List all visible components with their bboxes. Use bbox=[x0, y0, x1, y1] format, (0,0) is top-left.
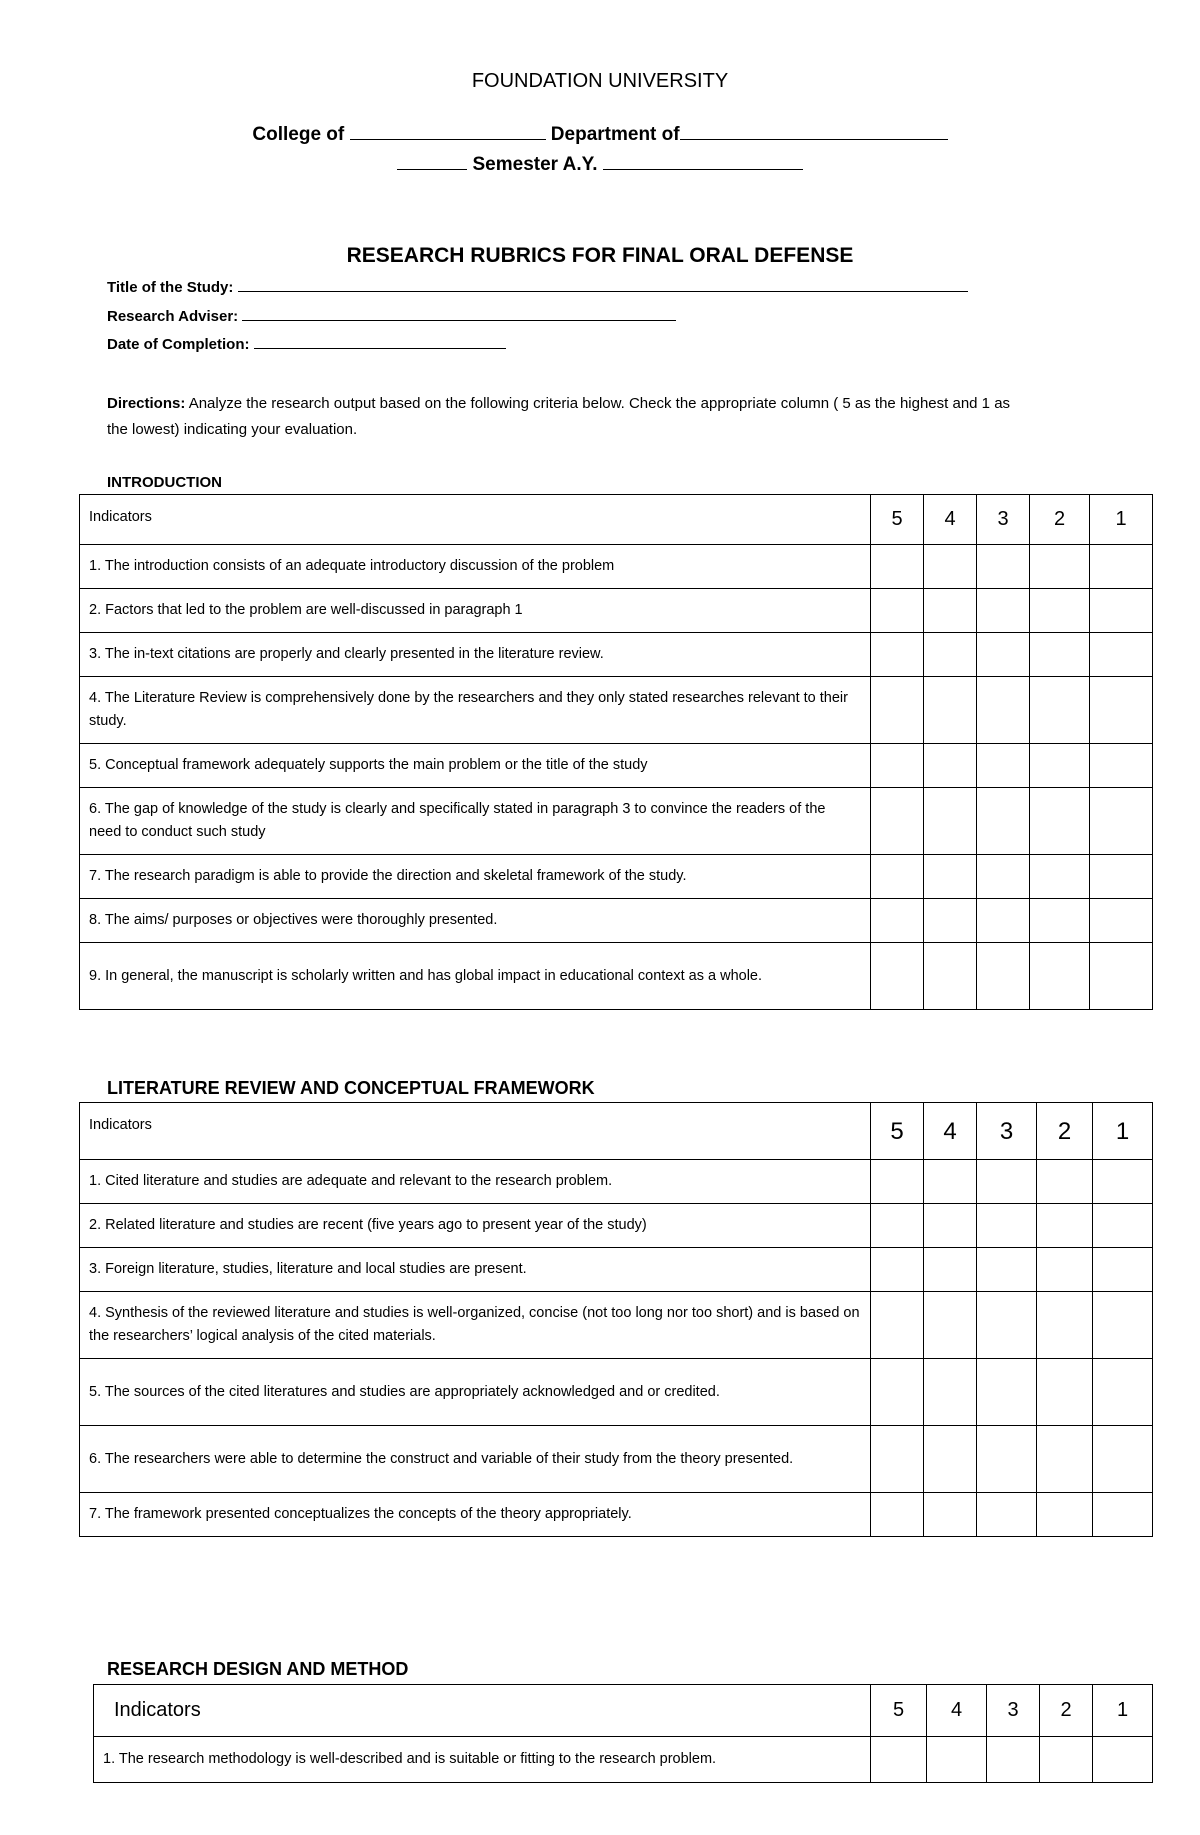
rating-cell-4[interactable] bbox=[924, 633, 977, 677]
completion-field bbox=[107, 336, 506, 353]
rating-cell-5[interactable] bbox=[871, 1292, 924, 1359]
rating-cell-3[interactable] bbox=[977, 899, 1030, 943]
rating-cell-1[interactable] bbox=[1090, 589, 1153, 633]
rating-cell-1[interactable] bbox=[1090, 744, 1153, 788]
table-row bbox=[80, 1160, 1153, 1204]
indicators-header: Indicators bbox=[94, 1685, 871, 1737]
rating-cell-2[interactable] bbox=[1037, 1359, 1093, 1426]
rating-cell-4[interactable] bbox=[924, 1160, 977, 1204]
rating-cell-2[interactable] bbox=[1030, 677, 1090, 744]
scale-4-header: 4 bbox=[924, 1103, 977, 1160]
rating-cell-3[interactable] bbox=[977, 1160, 1037, 1204]
rating-cell-3[interactable] bbox=[977, 788, 1030, 855]
indicator-text: 1. The introduction consists of an adequate introductory discussion of the problem bbox=[80, 545, 871, 589]
scale-1-header: 1 bbox=[1090, 495, 1153, 545]
rating-cell-2[interactable] bbox=[1037, 1493, 1093, 1537]
scale-4-header: 4 bbox=[924, 495, 977, 545]
rating-cell-2[interactable] bbox=[1030, 943, 1090, 1010]
rating-cell-3[interactable] bbox=[977, 1359, 1037, 1426]
table-row bbox=[80, 545, 1153, 589]
rating-cell-4[interactable] bbox=[924, 855, 977, 899]
indicator-text: 2. Factors that led to the problem are well-discussed in paragraph 1 bbox=[80, 589, 871, 633]
rating-cell-2[interactable] bbox=[1037, 1292, 1093, 1359]
table-header-row bbox=[94, 1685, 1153, 1737]
table-row bbox=[80, 899, 1153, 943]
rating-cell-3[interactable] bbox=[977, 1426, 1037, 1493]
rating-cell-1[interactable] bbox=[1093, 1160, 1153, 1204]
study-title-field bbox=[107, 279, 968, 296]
rating-cell-2[interactable] bbox=[1037, 1426, 1093, 1493]
rating-cell-5[interactable] bbox=[871, 1204, 924, 1248]
rating-cell-5[interactable] bbox=[871, 1359, 924, 1426]
scale-5-header: 5 bbox=[871, 1685, 927, 1737]
adviser-field bbox=[107, 308, 676, 325]
table-row bbox=[80, 1493, 1153, 1537]
rating-cell-2[interactable] bbox=[1037, 1160, 1093, 1204]
table-row bbox=[80, 633, 1153, 677]
indicator-text: 7. The research paradigm is able to provide the direction and skeletal framework of the study. bbox=[80, 855, 871, 899]
rating-cell-4[interactable] bbox=[924, 899, 977, 943]
indicator-text: 5. The sources of the cited literatures and studies are appropriately acknowledged and or credited. bbox=[80, 1359, 871, 1426]
rating-cell-1[interactable] bbox=[1090, 855, 1153, 899]
rating-cell-2[interactable] bbox=[1030, 744, 1090, 788]
rating-cell-3[interactable] bbox=[977, 943, 1030, 1010]
rating-cell-4[interactable] bbox=[924, 1493, 977, 1537]
rating-cell-2[interactable] bbox=[1030, 545, 1090, 589]
rating-cell-4[interactable] bbox=[924, 545, 977, 589]
rating-cell-5[interactable] bbox=[871, 788, 924, 855]
adviser-blank[interactable] bbox=[242, 319, 676, 321]
rating-cell-3[interactable] bbox=[977, 545, 1030, 589]
table-header-row bbox=[80, 1103, 1153, 1160]
table-row bbox=[80, 1426, 1153, 1493]
rating-cell-2[interactable] bbox=[1037, 1248, 1093, 1292]
rating-cell-2[interactable] bbox=[1040, 1737, 1093, 1783]
indicator-text: 4. Synthesis of the reviewed literature and studies is well-organized, concise (not too long nor too short) and is based on the researchers’ logical analysis of the cited materials. bbox=[80, 1292, 871, 1359]
rating-cell-1[interactable] bbox=[1093, 1493, 1153, 1537]
scale-3-header: 3 bbox=[977, 1103, 1037, 1160]
rating-cell-1[interactable] bbox=[1090, 545, 1153, 589]
college-department-line bbox=[0, 124, 1200, 146]
rating-cell-5[interactable] bbox=[871, 1426, 924, 1493]
rating-cell-4[interactable] bbox=[924, 744, 977, 788]
rating-cell-2[interactable] bbox=[1030, 633, 1090, 677]
table-row bbox=[80, 1204, 1153, 1248]
research-design-table bbox=[93, 1684, 1153, 1783]
rating-cell-1[interactable] bbox=[1093, 1248, 1153, 1292]
rating-cell-2[interactable] bbox=[1030, 855, 1090, 899]
section-title-research-design: RESEARCH DESIGN AND METHOD bbox=[107, 1659, 409, 1679]
rating-cell-1[interactable] bbox=[1090, 943, 1153, 1010]
rating-cell-1[interactable] bbox=[1093, 1204, 1153, 1248]
table-row bbox=[80, 1359, 1153, 1426]
study-title-blank[interactable] bbox=[238, 290, 968, 292]
rating-cell-4[interactable] bbox=[924, 1426, 977, 1493]
rating-cell-2[interactable] bbox=[1037, 1204, 1093, 1248]
directions-text: Analyze the research output based on the following criteria below. Check the appropriate column ( 5 as the highest and 1 as the lowest) indicating your evaluation. bbox=[107, 395, 1011, 438]
scale-5-header: 5 bbox=[871, 495, 924, 545]
section-title-literature-review: LITERATURE REVIEW AND CONCEPTUAL FRAMEWORK bbox=[107, 1078, 595, 1098]
indicator-text: 3. The in-text citations are properly and clearly presented in the literature review. bbox=[80, 633, 871, 677]
rating-cell-4[interactable] bbox=[924, 1204, 977, 1248]
rating-cell-5[interactable] bbox=[871, 1160, 924, 1204]
indicator-text: 6. The researchers were able to determine the construct and variable of their study from the theory presented. bbox=[80, 1426, 871, 1493]
rating-cell-3[interactable] bbox=[977, 677, 1030, 744]
scale-2-header: 2 bbox=[1037, 1103, 1093, 1160]
indicator-text: 1. Cited literature and studies are adequate and relevant to the research problem. bbox=[80, 1160, 871, 1204]
rating-cell-3[interactable] bbox=[987, 1737, 1040, 1783]
rating-cell-3[interactable] bbox=[977, 589, 1030, 633]
rating-cell-1[interactable] bbox=[1090, 677, 1153, 744]
section-title-introduction: INTRODUCTION bbox=[107, 474, 222, 491]
scale-3-header: 3 bbox=[977, 495, 1030, 545]
rating-cell-4[interactable] bbox=[924, 1359, 977, 1426]
table-row bbox=[80, 1292, 1153, 1359]
table-row bbox=[80, 943, 1153, 1010]
department-label: Department of bbox=[550, 124, 680, 145]
rating-cell-1[interactable] bbox=[1090, 633, 1153, 677]
scale-2-header: 2 bbox=[1040, 1685, 1093, 1737]
scale-1-header: 1 bbox=[1093, 1103, 1153, 1160]
rating-cell-1[interactable] bbox=[1093, 1426, 1153, 1493]
indicator-text: 4. The Literature Review is comprehensively done by the researchers and they only stated researches relevant to their study. bbox=[80, 677, 871, 744]
indicator-text: 2. Related literature and studies are recent (five years ago to present year of the study) bbox=[80, 1204, 871, 1248]
rating-cell-5[interactable] bbox=[871, 744, 924, 788]
college-blank[interactable] bbox=[350, 138, 546, 140]
table-row bbox=[80, 589, 1153, 633]
rating-cell-5[interactable] bbox=[871, 855, 924, 899]
rating-cell-4[interactable] bbox=[924, 788, 977, 855]
adviser-label: Research Adviser: bbox=[107, 308, 239, 325]
indicator-text: 3. Foreign literature, studies, literature and local studies are present. bbox=[80, 1248, 871, 1292]
rating-cell-5[interactable] bbox=[871, 677, 924, 744]
directions bbox=[107, 391, 1017, 443]
rating-cell-4[interactable] bbox=[924, 1248, 977, 1292]
table-row bbox=[94, 1737, 1153, 1783]
scale-3-header: 3 bbox=[987, 1685, 1040, 1737]
table-row bbox=[80, 788, 1153, 855]
rating-cell-5[interactable] bbox=[871, 1493, 924, 1537]
introduction-table bbox=[79, 494, 1153, 1010]
indicator-text: 1. The research methodology is well-described and is suitable or fitting to the research problem. bbox=[94, 1737, 871, 1783]
table-header-row bbox=[80, 495, 1153, 545]
indicator-text: 9. In general, the manuscript is scholarly written and has global impact in educational context as a whole. bbox=[80, 943, 871, 1010]
scale-1-header: 1 bbox=[1093, 1685, 1153, 1737]
study-title-label: Title of the Study: bbox=[107, 279, 234, 296]
table-row bbox=[80, 855, 1153, 899]
scale-4-header: 4 bbox=[927, 1685, 987, 1737]
rating-cell-3[interactable] bbox=[977, 633, 1030, 677]
completion-blank[interactable] bbox=[254, 347, 506, 349]
rating-cell-3[interactable] bbox=[977, 1292, 1037, 1359]
rating-cell-2[interactable] bbox=[1030, 788, 1090, 855]
academic-year-blank[interactable] bbox=[603, 168, 803, 170]
rating-cell-3[interactable] bbox=[977, 744, 1030, 788]
rating-cell-5[interactable] bbox=[871, 633, 924, 677]
table-row bbox=[80, 744, 1153, 788]
scale-5-header: 5 bbox=[871, 1103, 924, 1160]
literature-review-table bbox=[79, 1102, 1153, 1537]
rating-cell-5[interactable] bbox=[871, 943, 924, 1010]
directions-label: Directions: bbox=[107, 395, 186, 412]
rating-cell-4[interactable] bbox=[924, 943, 977, 1010]
rating-cell-4[interactable] bbox=[927, 1737, 987, 1783]
rating-cell-5[interactable] bbox=[871, 899, 924, 943]
rating-cell-5[interactable] bbox=[871, 589, 924, 633]
rating-cell-4[interactable] bbox=[924, 589, 977, 633]
rating-cell-2[interactable] bbox=[1030, 899, 1090, 943]
university-name: FOUNDATION UNIVERSITY bbox=[471, 70, 729, 92]
scale-2-header: 2 bbox=[1030, 495, 1090, 545]
rating-cell-4[interactable] bbox=[924, 1292, 977, 1359]
rating-cell-1[interactable] bbox=[1093, 1737, 1153, 1783]
table-row bbox=[80, 677, 1153, 744]
semester-blank[interactable] bbox=[397, 168, 467, 170]
semester-line bbox=[0, 154, 1200, 176]
rating-cell-2[interactable] bbox=[1030, 589, 1090, 633]
rating-cell-4[interactable] bbox=[924, 677, 977, 744]
table-row bbox=[80, 1248, 1153, 1292]
rating-cell-3[interactable] bbox=[977, 855, 1030, 899]
indicator-text: 8. The aims/ purposes or objectives were thoroughly presented. bbox=[80, 899, 871, 943]
rating-cell-1[interactable] bbox=[1090, 899, 1153, 943]
rating-cell-1[interactable] bbox=[1093, 1359, 1153, 1426]
rating-cell-3[interactable] bbox=[977, 1248, 1037, 1292]
document-title: RESEARCH RUBRICS FOR FINAL ORAL DEFENSE bbox=[346, 244, 854, 267]
rating-cell-5[interactable] bbox=[871, 1248, 924, 1292]
indicators-header: Indicators bbox=[80, 1103, 871, 1160]
rating-cell-5[interactable] bbox=[871, 545, 924, 589]
rating-cell-3[interactable] bbox=[977, 1204, 1037, 1248]
semester-label: Semester A.Y. bbox=[472, 154, 598, 175]
rating-cell-1[interactable] bbox=[1090, 788, 1153, 855]
indicator-text: 5. Conceptual framework adequately supports the main problem or the title of the study bbox=[80, 744, 871, 788]
indicators-header: Indicators bbox=[80, 495, 871, 545]
completion-label: Date of Completion: bbox=[107, 336, 250, 353]
college-label: College of bbox=[252, 124, 345, 145]
indicator-text: 7. The framework presented conceptualizes the concepts of the theory appropriately. bbox=[80, 1493, 871, 1537]
rating-cell-1[interactable] bbox=[1093, 1292, 1153, 1359]
indicator-text: 6. The gap of knowledge of the study is clearly and specifically stated in paragraph 3 to convince the readers of the need to conduct such study bbox=[80, 788, 871, 855]
rating-cell-5[interactable] bbox=[871, 1737, 927, 1783]
rating-cell-3[interactable] bbox=[977, 1493, 1037, 1537]
department-blank[interactable] bbox=[680, 138, 948, 140]
